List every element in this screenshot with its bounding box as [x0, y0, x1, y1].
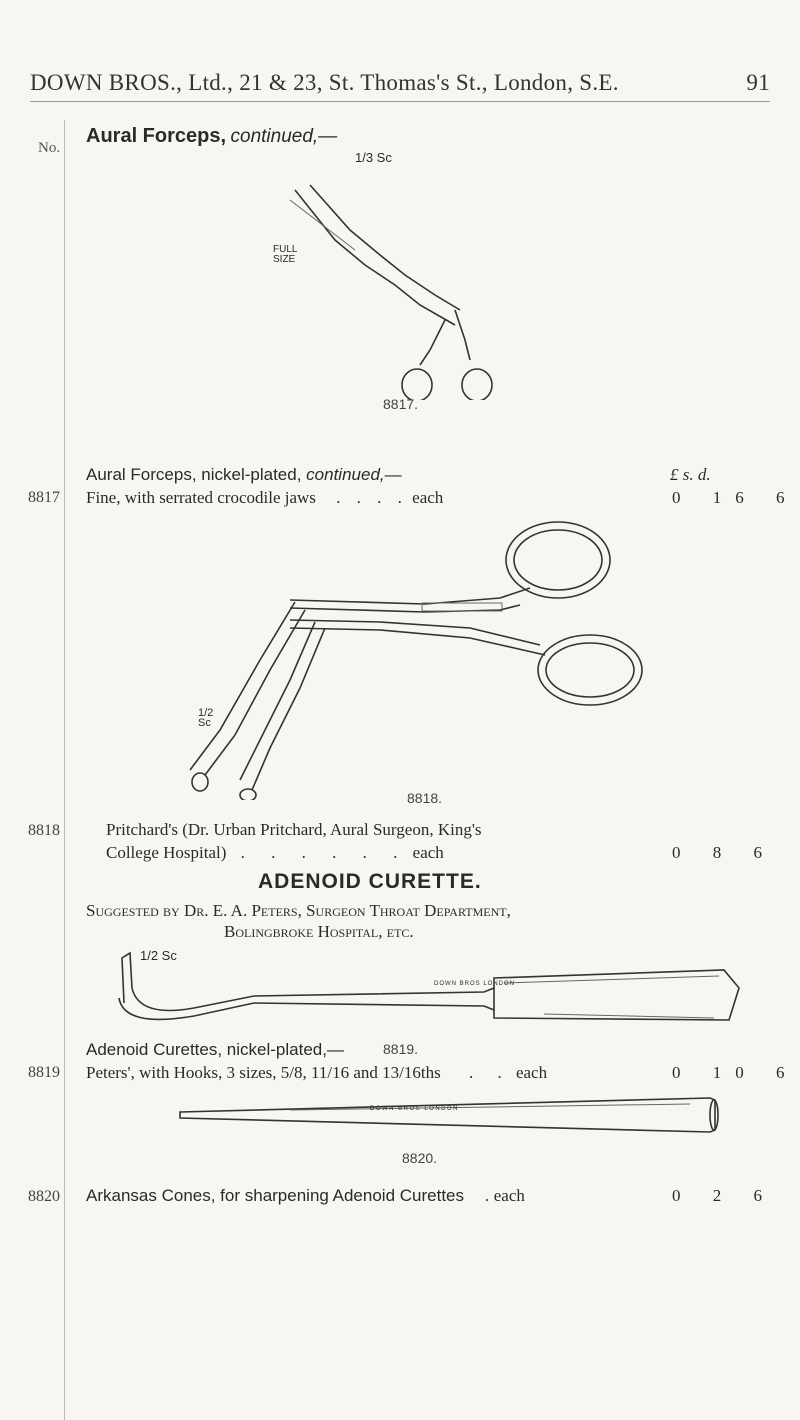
item-8818-price: 0 8 6 — [672, 843, 776, 862]
angled-forceps-illustration — [140, 510, 660, 800]
scale-label: 1/2 Sc — [198, 707, 214, 729]
figure-8820 — [170, 1090, 760, 1200]
item-8817-price: 0 16 6 — [672, 488, 799, 507]
item-number-8817: 8817 — [28, 489, 60, 506]
price-column-header: £ s. d. — [670, 465, 711, 484]
figure-8819-caption: 8819. — [383, 1041, 419, 1057]
header-text: DOWN BROS., Ltd., 21 & 23, St. Thomas's St., London, S.E. — [30, 70, 619, 95]
curette-subtitle-1: Suggested by Dr. E. A. Peters, Surgeon Throat Department, — [86, 901, 511, 920]
item-number-8819: 8819 — [28, 1064, 60, 1081]
item-8817-line2: Fine, with serrated crocodile jaws . . . . each — [86, 488, 444, 507]
item-8818-line1: Pritchard's (Dr. Urban Pritchard, Aural Surgeon, King's — [106, 820, 482, 839]
scale-label: 1/2 Sc — [140, 948, 177, 963]
figure-8818 — [140, 510, 660, 810]
item-8819-price: 0 10 6 — [672, 1063, 799, 1082]
item-8818-line2: College Hospital) . . . . . . each — [106, 843, 444, 862]
cone-stamp: DOWN BROS LONDON — [370, 1106, 460, 1112]
item-8819-line1: Adenoid Curettes, nickel-plated,— — [86, 1040, 344, 1059]
forceps-illustration — [255, 150, 525, 400]
arkansas-cone-illustration — [170, 1090, 760, 1140]
column-rule — [64, 120, 65, 1420]
item-8817-line1: Aural Forceps, nickel-plated, continued,— — [86, 465, 402, 484]
full-size-label: FULL SIZE — [273, 244, 298, 265]
figure-8818-caption: 8818. — [407, 790, 443, 806]
scale-label: 1/3 Sc — [355, 150, 392, 165]
item-8820-line1: Arkansas Cones, for sharpening Adenoid Curettes . each — [86, 1186, 525, 1205]
curette-section-title: ADENOID CURETTE. — [258, 870, 482, 893]
header-rule — [30, 101, 770, 102]
item-number-8818: 8818 — [28, 822, 60, 839]
forceps-section-title: Aural Forceps, continued,— — [86, 125, 338, 147]
page-header — [30, 70, 770, 96]
item-8820-price: 0 2 6 — [672, 1186, 776, 1205]
figure-8820-caption: 8820. — [402, 1150, 438, 1166]
column-label: No. — [38, 140, 61, 156]
figure-8817 — [255, 150, 525, 412]
item-8819-line2: Peters', with Hooks, 3 sizes, 5/8, 11/16 and 13/16ths . . each — [86, 1063, 548, 1082]
item-number-8820: 8820 — [28, 1188, 60, 1205]
figure-8817-caption: 8817. — [383, 396, 419, 412]
page-number: 91 — [746, 70, 770, 95]
curette-illustration — [104, 948, 744, 1038]
curette-stamp: DOWN BROS LONDON — [434, 981, 516, 987]
curette-subtitle-2: Bolingbroke Hospital, etc. — [224, 922, 414, 941]
